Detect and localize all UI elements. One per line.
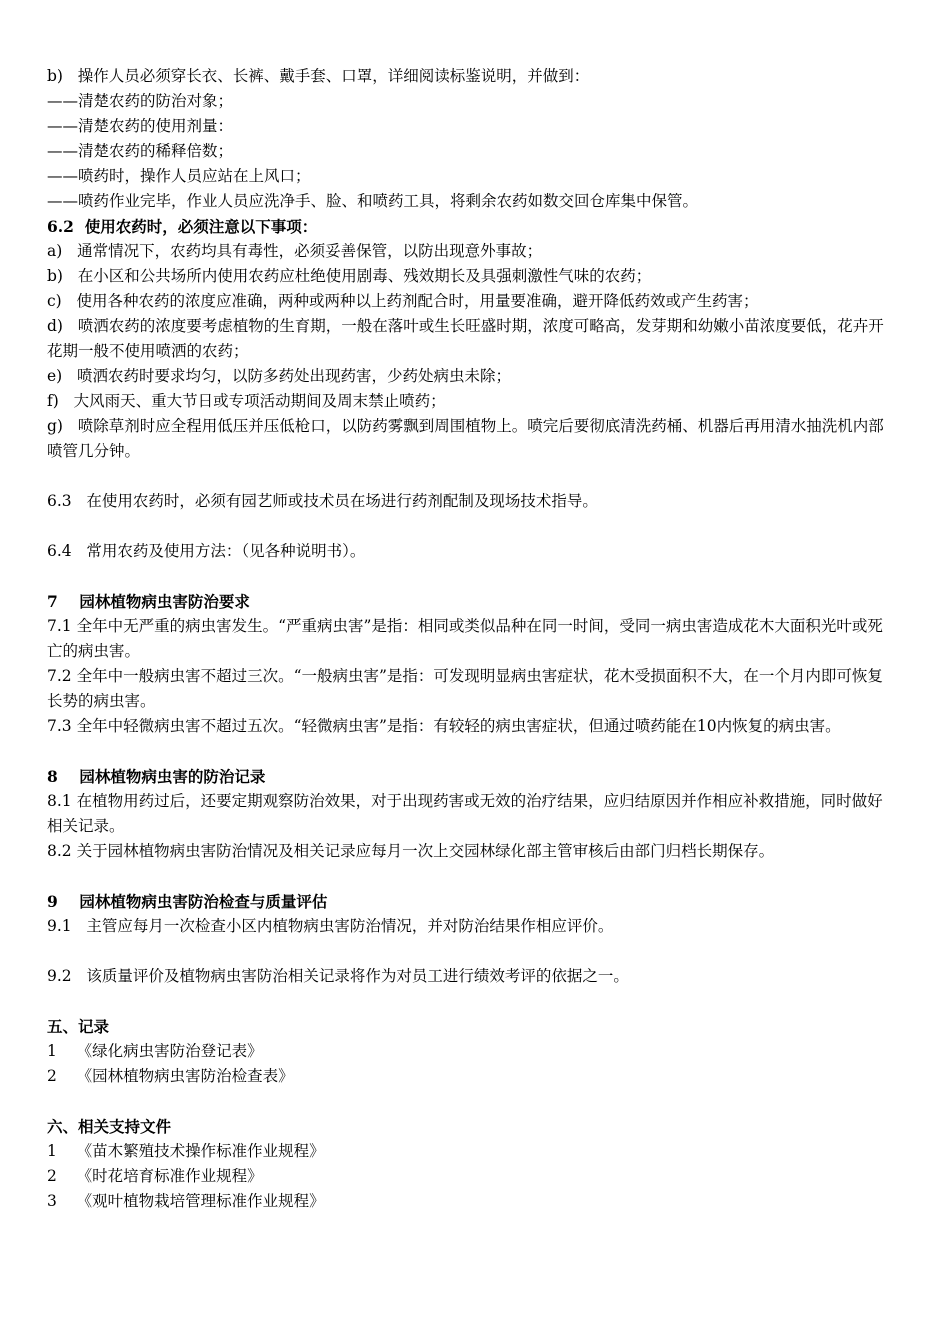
section-heading-6-2: 6.2 使用农药时，必须注意以下事项： (47, 217, 318, 236)
related-doc-item-3: 3 《观叶植物栽培管理标准作业规程》 (47, 1192, 325, 1210)
spacer (47, 939, 895, 964)
spacer (47, 464, 895, 489)
section-heading-related-docs: 六、相关支持文件 (47, 1117, 172, 1136)
rule-g: g) 喷除草剂时应全程用低压并压低枪口，以防药雾飘到周围植物上。喷完后要彻底清洗药桶、机器后再用清水抽洗机内部喷管几分钟。 (47, 417, 884, 460)
record-item-2: 2 《园林植物病虫害防治检查表》 (47, 1067, 294, 1085)
clause-7-1: 7.1 全年中无严重的病虫害发生。“严重病虫害”是指：相同或类似品种在同一时间，受同一病虫害造成花木大面积光叶或死亡的病虫害。 (47, 617, 883, 660)
rule-c: c) 使用各种农药的浓度应准确，两种或两种以上药剂配合时，用量要准确，避开降低药效或产生药害； (47, 292, 759, 310)
clause-9-2: 9.2 该质量评价及植物病虫害防治相关记录将作为对员工进行绩效考评的依据之一。 (47, 967, 629, 985)
clause-9-1: 9.1 主管应每月一次检查小区内植物病虫害防治情况，并对防治结果作相应评价。 (47, 917, 614, 935)
rule-b: b) 在小区和公共场所内使用农药应杜绝使用剧毒、残效期长及具强刺激性气味的农药； (47, 267, 652, 285)
clause-8-1: 8.1 在植物用药过后，还要定期观察防治效果，对于出现药害或无效的治疗结果，应归结原因并作相应补救措施，同时做好相关记录。 (47, 792, 883, 835)
checklist-item-wind: ——喷药时，操作人员应站在上风口； (47, 167, 311, 185)
clause-6-3: 6.3 在使用农药时，必须有园艺师或技术员在场进行药剂配制及现场技术指导。 (47, 492, 598, 510)
rule-d: d) 喷洒农药的浓度要考虑植物的生育期，一般在落叶或生长旺盛时期，浓度可略高，发芽期和幼嫩小苗浓度要低，花卉开花期一般不使用喷洒的农药； (47, 317, 884, 360)
checklist-item-cleanup: ——喷药作业完毕，作业人员应洗净手、脸、和喷药工具，将剩余农药如数交回仓库集中保管。 (47, 192, 699, 210)
checklist-item-dosage: ——清楚农药的使用剂量： (47, 117, 234, 135)
section-heading-7: 7 园林植物病虫害防治要求 (47, 592, 250, 611)
checklist-item-dilution: ——清楚农药的稀释倍数； (47, 142, 234, 160)
related-doc-item-2: 2 《时花培育标准作业规程》 (47, 1167, 263, 1185)
spacer (47, 514, 895, 539)
spacer (47, 864, 895, 889)
clause-7-3: 7.3 全年中轻微病虫害不超过五次。“轻微病虫害”是指：有较轻的病虫害症状，但通过喷药能在10内恢复的病虫害。 (47, 717, 841, 735)
rule-e: e) 喷洒农药时要求均匀，以防多药处出现药害，少药处病虫未除； (47, 367, 512, 385)
spacer (47, 564, 895, 589)
clause-8-2: 8.2 关于园林植物病虫害防治情况及相关记录应每月一次上交园林绿化部主管审核后由部门归档长期保存。 (47, 842, 775, 860)
spacer (47, 1089, 895, 1114)
document-page (47, 64, 895, 1214)
clause-7-2: 7.2 全年中一般病虫害不超过三次。“一般病虫害”是指：可发现明显病虫害症状，花木受损面积不大，在一个月内即可恢复长势的病虫害。 (47, 667, 883, 710)
clause-6-4: 6.4 常用农药及使用方法：（见各种说明书）。 (47, 542, 366, 560)
spacer (47, 989, 895, 1014)
rule-a: a) 通常情况下，农药均具有毒性，必须妥善保管，以防出现意外事故； (47, 242, 543, 260)
record-item-1: 1 《绿化病虫害防治登记表》 (47, 1042, 263, 1060)
section-heading-8: 8 园林植物病虫害的防治记录 (47, 767, 266, 786)
instruction-b-operator-gear: b) 操作人员必须穿长衣、长裤、戴手套、口罩，详细阅读标鉴说明，并做到： (47, 67, 590, 85)
section-heading-records: 五、记录 (47, 1017, 110, 1036)
checklist-item-target: ——清楚农药的防治对象； (47, 92, 234, 110)
related-doc-item-1: 1 《苗木繁殖技术操作标准作业规程》 (47, 1142, 325, 1160)
spacer (47, 739, 895, 764)
rule-f: f) 大风雨天、重大节日或专项活动期间及周末禁止喷药； (47, 392, 446, 410)
section-heading-9: 9 园林植物病虫害防治检查与质量评估 (47, 892, 328, 911)
